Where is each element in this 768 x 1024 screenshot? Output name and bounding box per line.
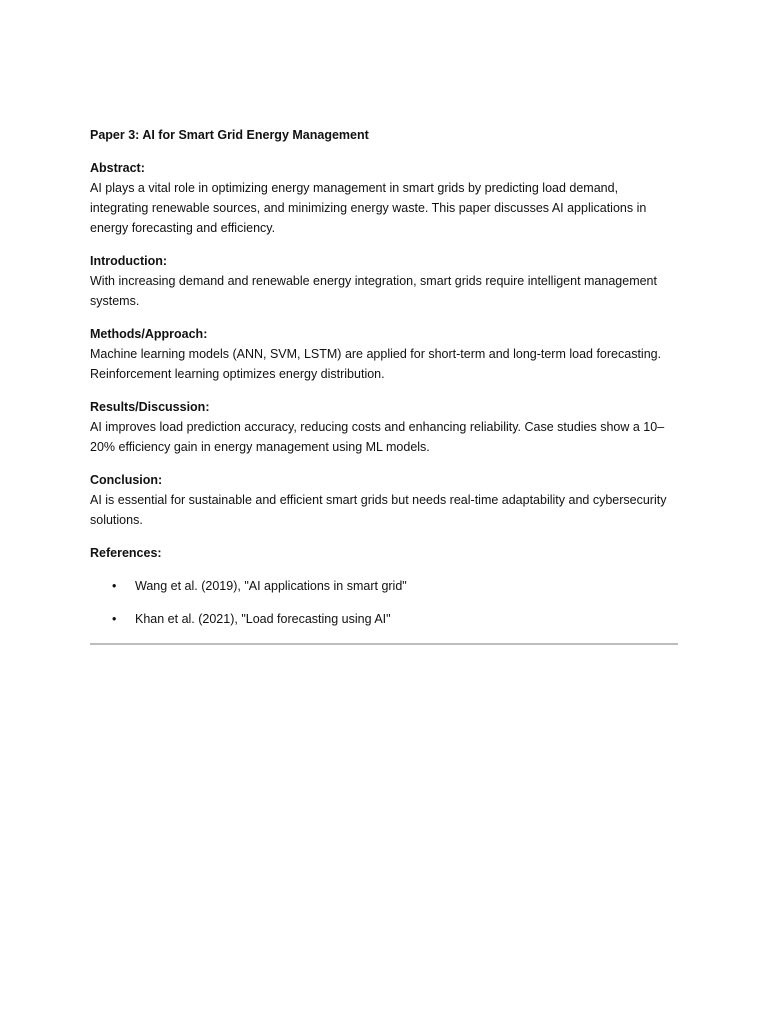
conclusion-text: AI is essential for sustainable and efficient smart grids but needs real-time adaptability and cybersecurity solutions. xyxy=(90,493,667,527)
abstract-section xyxy=(90,158,678,238)
methods-text: Machine learning models (ANN, SVM, LSTM) are applied for short-term and long-term load forecasting. Reinforcement learning optimizes energy distribution. xyxy=(90,347,662,381)
reference-text: Khan et al. (2021), "Load forecasting using AI" xyxy=(135,612,391,626)
methods-section xyxy=(90,324,678,384)
document-page xyxy=(90,125,678,645)
reference-item xyxy=(90,609,678,629)
results-text: AI improves load prediction accuracy, reducing costs and enhancing reliability. Case studies show a 10–20% efficiency gain in energy management using ML models. xyxy=(90,420,665,454)
horizontal-rule xyxy=(90,643,678,645)
introduction-text: With increasing demand and renewable energy integration, smart grids require intelligent management systems. xyxy=(90,274,657,308)
references-section xyxy=(90,543,678,629)
abstract-heading: Abstract: xyxy=(90,161,145,175)
conclusion-section xyxy=(90,470,678,530)
conclusion-heading: Conclusion: xyxy=(90,473,163,487)
paper-title: Paper 3: AI for Smart Grid Energy Management xyxy=(90,128,369,142)
reference-text: Wang et al. (2019), "AI applications in smart grid" xyxy=(135,579,407,593)
reference-item xyxy=(90,576,678,596)
results-heading: Results/Discussion: xyxy=(90,400,210,414)
introduction-section xyxy=(90,251,678,311)
bullet-icon: • xyxy=(112,579,117,593)
references-list xyxy=(90,576,678,629)
results-section xyxy=(90,397,678,457)
methods-heading: Methods/Approach: xyxy=(90,327,208,341)
references-heading: References: xyxy=(90,546,162,560)
bullet-icon: • xyxy=(112,612,117,626)
abstract-text: AI plays a vital role in optimizing energy management in smart grids by predicting load demand, integrating renewable sources, and minimizing energy waste. This paper discusses AI applications in energy forecasting and efficiency. xyxy=(90,181,647,235)
introduction-heading: Introduction: xyxy=(90,254,168,268)
